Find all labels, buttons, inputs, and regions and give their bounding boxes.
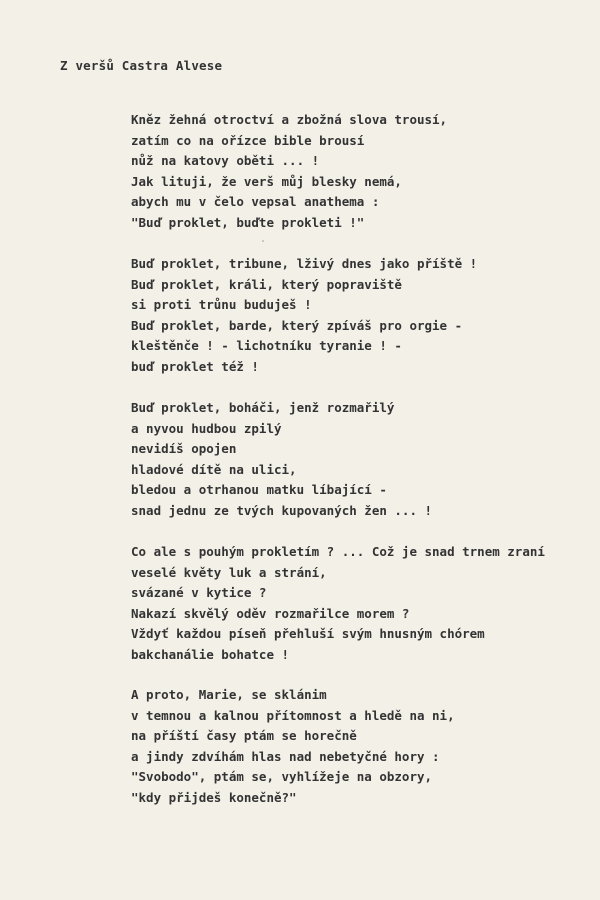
poem-line: Buď proklet, tribune, lživý dnes jako příště ! <box>131 256 478 271</box>
poem-line: "Svobodo", ptám se, vyhlížeje na obzory, <box>131 769 433 784</box>
poem-line: Buď proklet, králi, který popraviště <box>131 276 402 292</box>
poem-line: hladové dítě na ulici, <box>131 461 297 477</box>
stanza-5 <box>131 685 455 808</box>
stanza-1 <box>131 110 447 233</box>
poem-line: zatím co na ořízce bible brousí <box>131 132 365 148</box>
poem-line: kleštěnče ! - lichotníku tyranie ! - <box>131 338 402 353</box>
poem-line: na příští časy ptám se horečně <box>131 728 357 743</box>
poem-line: abych mu v čelo vepsal anathema : <box>131 194 380 209</box>
poem-line: A proto, Marie, se sklánim <box>131 687 327 702</box>
poem-line: a jindy zdvíhám hlas nad nebetyčné hory : <box>131 748 440 764</box>
poem-line: nůž na katovy oběti ... ! <box>131 153 320 168</box>
poem-line: v temnou a kalnou přítomnost a hledě na ni, <box>131 707 455 723</box>
poem-line: snad jednu ze tvých kupovaných žen ... ! <box>131 502 433 518</box>
poem-line: svázané v kytice ? <box>131 585 267 600</box>
page-title: Z veršů Castra Alvese <box>60 58 223 73</box>
poem-line: Vždyť každou píseň přehluší svým hnusným chórem <box>131 626 485 641</box>
poem-line: Nakazí skvělý oděv rozmařilce morem ? <box>131 605 410 621</box>
poem-line: Co ale s pouhým prokletím ? ... Což je snad trnem zraní <box>131 544 545 559</box>
poem-line: "Buď proklet, buďte prokleti !" <box>131 214 365 230</box>
poem-line: a nyvou hudbou zpilý <box>131 420 282 436</box>
poem-line: si proti trůnu buduješ ! <box>131 297 312 312</box>
stanza-4 <box>131 542 545 665</box>
poem-line: Jak lituji, že verš můj blesky nemá, <box>131 173 402 189</box>
poem-line: nevidíš opojen <box>131 441 237 456</box>
poem-line: bledou a otrhanou matku líbající - <box>131 482 387 497</box>
poem-line: Kněz žehná otroctví a zbožná slova trousí, <box>131 112 448 127</box>
poem-line: Buď proklet, boháči, jenž rozmařilý <box>131 400 395 415</box>
poem-line: "kdy přijdeš konečně?" <box>131 789 297 805</box>
poem-line: bakchanálie bohatce ! <box>131 646 290 662</box>
poem-line: veselé květy luk a strání, <box>131 564 327 580</box>
stanza-3 <box>131 398 432 521</box>
poem-line: Buď proklet, barde, který zpíváš pro orgie - <box>131 317 463 333</box>
stanza-2 <box>131 254 477 377</box>
paper-speck <box>262 240 264 242</box>
poem-line: buď proklet též ! <box>131 358 259 374</box>
